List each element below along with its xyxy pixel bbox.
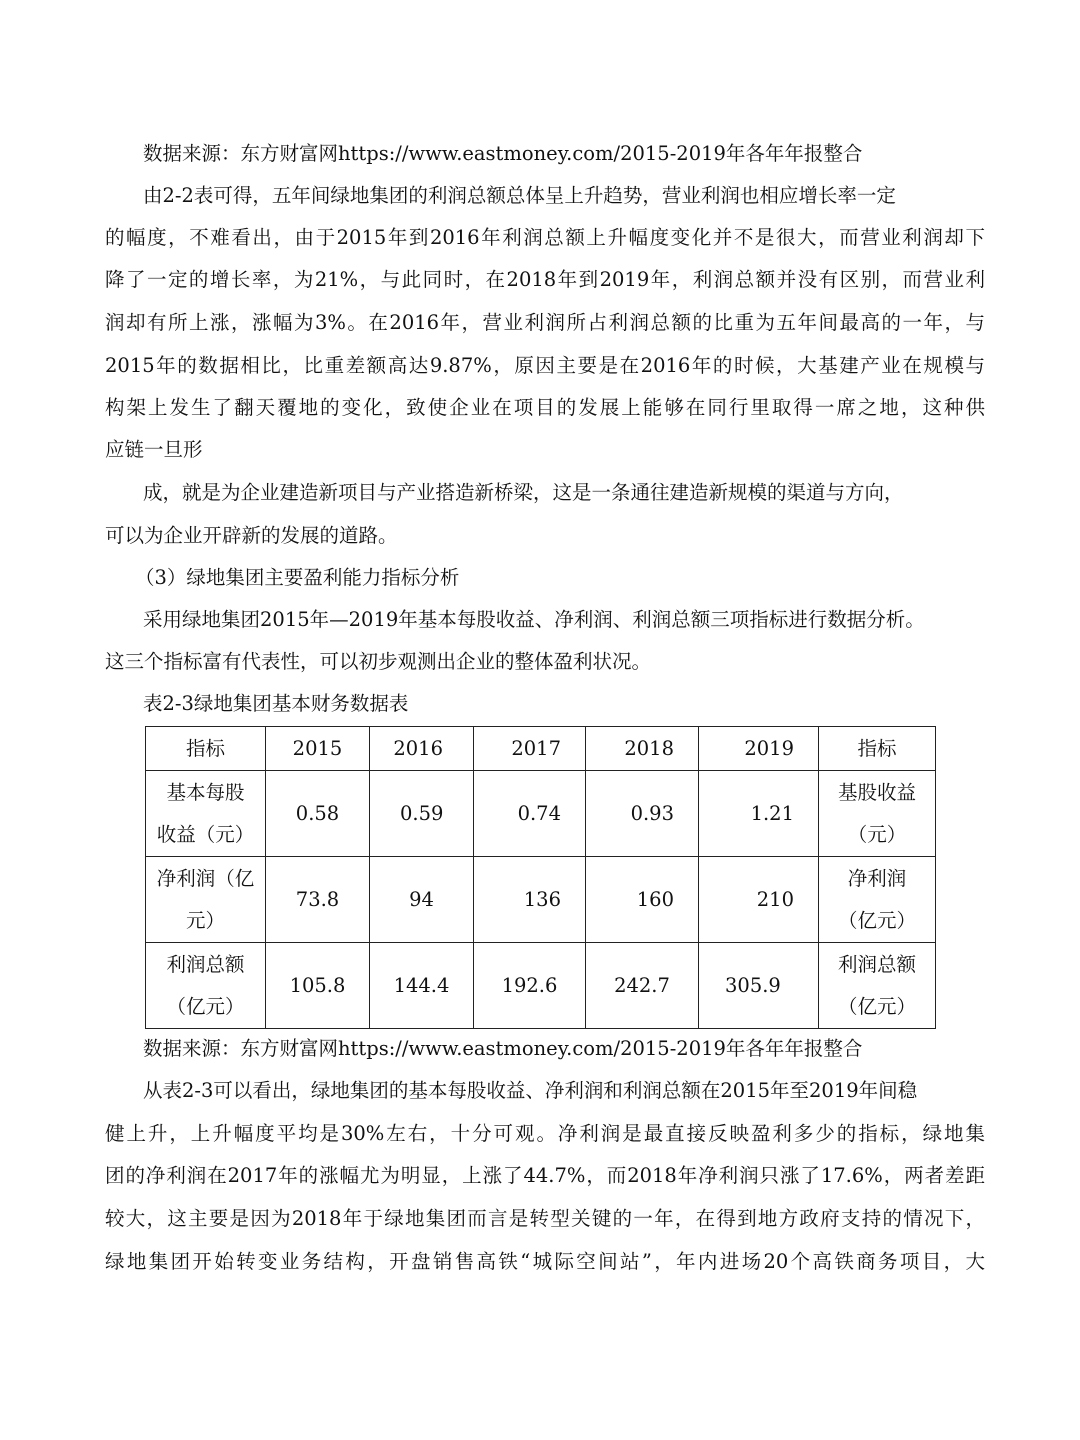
paragraph-line: 采用绿地集团2015年—2019年基本每股收益、净利润、利润总额三项指标进行数据分析。 [143, 608, 925, 631]
value-cell: 305.9 [699, 943, 819, 1029]
value-cell: 105.8 [266, 943, 370, 1029]
row-label: （亿元） [166, 994, 245, 1018]
source-note: 数据来源：东方财富网https://www.eastmoney.com/2015-2019年各年年报整合 [143, 142, 863, 165]
paragraph-line: 团的净利润在2017年的涨幅尤为明显，上涨了44.7%，而2018年净利润只涨了17.6%，两者差距 [105, 1164, 985, 1187]
header-cell: 2017 [474, 727, 586, 771]
value-cell: 210 [699, 857, 819, 943]
row-label: 基本每股 [166, 780, 245, 804]
table-row [146, 771, 936, 857]
section-heading: （3）绿地集团主要盈利能力指标分析 [135, 566, 460, 589]
paragraph-line: 构架上发生了翻天覆地的变化，致使企业在项目的发展上能够在同行里取得一席之地，这种供 [105, 396, 985, 419]
paragraph-line: 较大，这主要是因为2018年于绿地集团而言是转型关键的一年，在得到地方政府支持的情况下， [105, 1207, 985, 1230]
paragraph-line: 从表2-3可以看出，绿地集团的基本每股收益、净利润和利润总额在2015年至2019年间稳 [143, 1079, 918, 1102]
value-cell: 94 [370, 857, 474, 943]
value-cell: 242.7 [586, 943, 699, 1029]
table-row [146, 857, 936, 943]
table-caption: 表2-3绿地集团基本财务数据表 [143, 692, 409, 715]
row-label: 基股收益 [837, 780, 916, 804]
value-cell: 144.4 [370, 943, 474, 1029]
row-label-cell [146, 943, 266, 1029]
header-cell: 指标 [819, 727, 936, 771]
header-cell: 2015 [266, 727, 370, 771]
row-label: 净利润 [847, 866, 907, 890]
paragraph-line: 应链一旦形 [105, 438, 203, 461]
table-header-row [146, 727, 936, 771]
value-cell: 1.21 [699, 771, 819, 857]
paragraph-line: 绿地集团开始转变业务结构，开盘销售高铁“城际空间站”，年内进场20个高铁商务项目，大 [105, 1250, 985, 1273]
row-label: （亿元） [837, 908, 916, 932]
header-cell: 2016 [370, 727, 474, 771]
row-label: （元） [847, 822, 907, 846]
value-cell: 73.8 [266, 857, 370, 943]
row-label-cell [819, 943, 936, 1029]
row-label: 利润总额 [166, 952, 245, 976]
row-label: 收益（元） [156, 822, 255, 846]
value-cell: 160 [586, 857, 699, 943]
value-cell: 0.74 [474, 771, 586, 857]
row-label-cell [146, 857, 266, 943]
value-cell: 0.58 [266, 771, 370, 857]
row-label: （亿元） [837, 994, 916, 1018]
row-label: 净利润（亿 [156, 866, 255, 890]
paragraph-line: 成，就是为企业建造新项目与产业搭造新桥梁，这是一条通往建造新规模的渠道与方向， [143, 481, 904, 504]
paragraph-line: 健上升，上升幅度平均是30%左右，十分可观。净利润是最直接反映盈利多少的指标，绿地集 [105, 1122, 985, 1145]
header-cell: 2019 [699, 727, 819, 771]
value-cell: 0.59 [370, 771, 474, 857]
row-label: 利润总额 [837, 952, 916, 976]
value-cell: 0.93 [586, 771, 699, 857]
paragraph-line: 润却有所上涨，涨幅为3%。在2016年，营业利润所占利润总额的比重为五年间最高的一年，与 [105, 311, 985, 334]
paragraph-line: 降了一定的增长率，为21%，与此同时，在2018年到2019年，利润总额并没有区别，而营业利 [105, 268, 985, 291]
header-cell: 2018 [586, 727, 699, 771]
financial-data-table [145, 726, 936, 1029]
row-label: 元） [185, 908, 225, 932]
header-cell: 指标 [146, 727, 266, 771]
value-cell: 136 [474, 857, 586, 943]
row-label-cell [146, 771, 266, 857]
paragraph-line: 可以为企业开辟新的发展的道路。 [105, 524, 398, 547]
paragraph-line: 的幅度，不难看出，由于2015年到2016年利润总额上升幅度变化并不是很大，而营业利润却下 [105, 226, 985, 249]
paragraph-line: 这三个指标富有代表性，可以初步观测出企业的整体盈利状况。 [105, 650, 652, 673]
table-row [146, 943, 936, 1029]
paragraph-line: 2015年的数据相比，比重差额高达9.87%，原因主要是在2016年的时候，大基建产业在规模与 [105, 354, 985, 377]
source-note: 数据来源：东方财富网https://www.eastmoney.com/2015-2019年各年年报整合 [143, 1037, 863, 1060]
row-label-cell [819, 857, 936, 943]
row-label-cell [819, 771, 936, 857]
value-cell: 192.6 [474, 943, 586, 1029]
paragraph-line: 由2-2表可得，五年间绿地集团的利润总额总体呈上升趋势，营业利润也相应增长率一定 [143, 184, 896, 207]
